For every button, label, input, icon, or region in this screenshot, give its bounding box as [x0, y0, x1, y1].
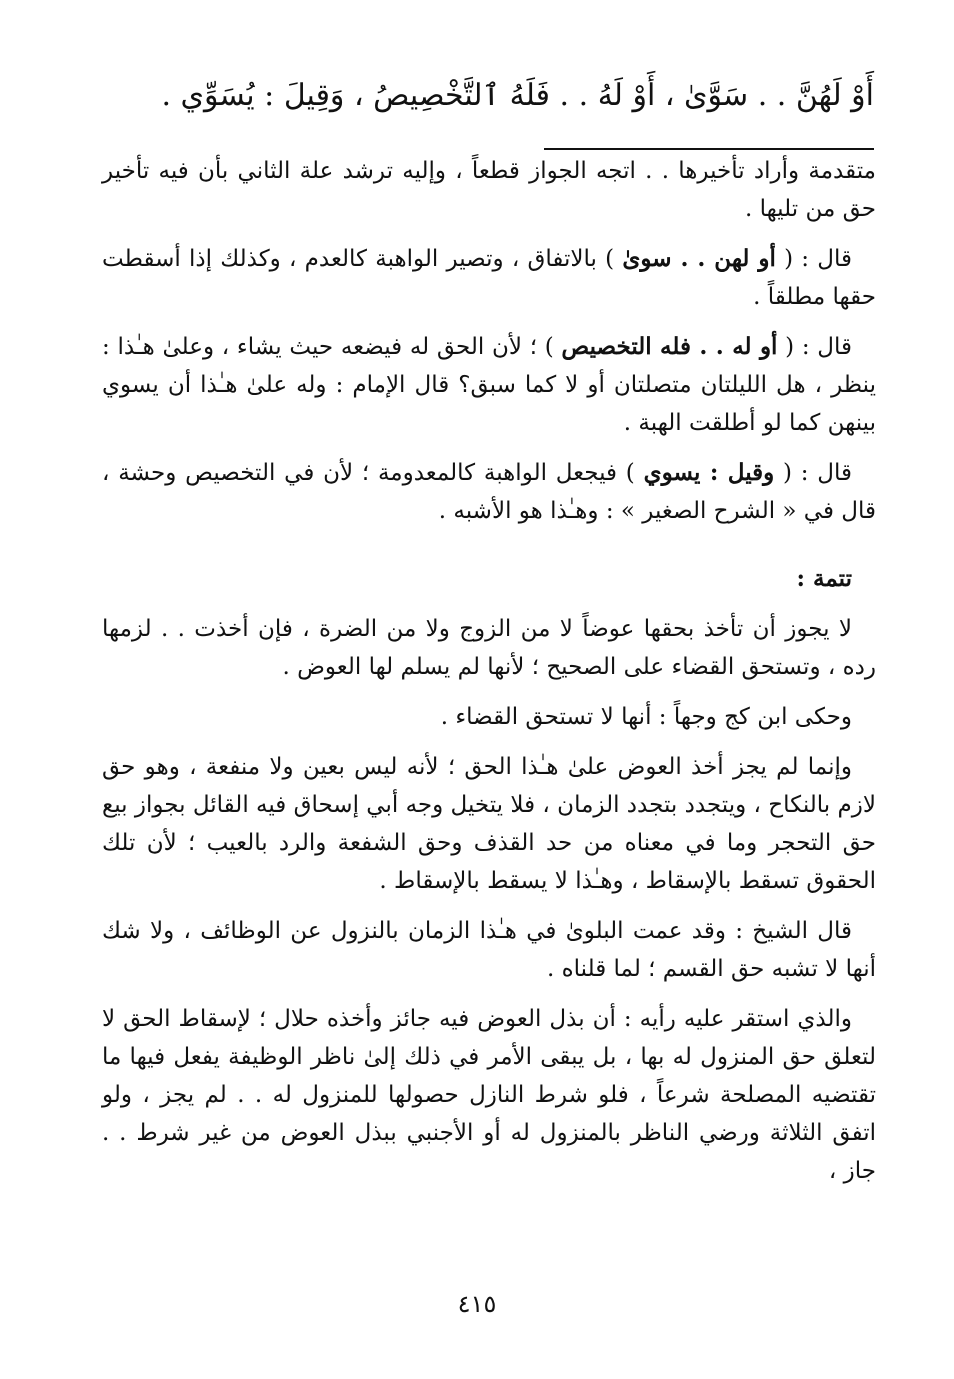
- quote-bold-text: أو لهن . . سوىٰ: [622, 245, 776, 272]
- supplement-paragraph: قال الشيخ : وقد عمت البلوىٰ في هـٰذا الزمان بالنزول عن الوظائف ، ولا شك أنها لا تشبه حق القسم ؛ لما قلناه .: [102, 918, 876, 982]
- paragraph-continuation: متقدمة وأراد تأخيرها . . اتجه الجواز قطعاً ، وإليه ترشد علة الثاني بأن فيه تأخير حق من تليها .: [102, 158, 876, 222]
- quote-tail: ) فيجعل الواهبة كالمعدومة ؛ لأن في التخصيص وحشة ، قال في « الشرح الصغير » : وهـٰذا هو الأشبه .: [102, 460, 876, 524]
- paragraph-quote-3: [102, 454, 876, 530]
- supplement-paragraph: لا يجوز أن تأخذ بحقها عوضاً لا من الزوج ولا من الضرة ، فإن أخذت . . لزمها رده ، وتستحق القضاء على الصحيح ؛ لأنها لم يسلم لها العوض .: [102, 616, 876, 680]
- supplement-paragraph: وإنما لم يجز أخذ العوض علىٰ هـٰذا الحق ؛ لأنه ليس بعين ولا منفعة ، وهو حق لازم بالنكاح ، ويتجدد بتجدد الزمان ، فلا يتخيل وجه أبي إسحاق فيه القائل بجواز بيع حق التحجر وما في معناه من حد القذف وحق الشفعة والرد بالعيب ؛ لأن تلك الحقوق تسقط بالإسقاط ، وهـٰذا لا يسقط بالإسقاط .: [102, 754, 876, 894]
- supplement-paragraph: والذي استقر عليه رأيه : أن بذل العوض فيه جائز وأخذه حلال ؛ لإسقاط الحق لا لتعلق حق المنزول له بها ، بل يبقى الأمر في ذلك إلىٰ ناظر الوظيفة يفعل فيها ما تقتضيه المصلحة شرعاً ، فلو شرط النازل حصولها للمنزول له . . لم يجز ، ولو اتفق الثلاثة ورضي الناظر بالمنزول له أو الأجنبي ببذل العوض من غير شرط . . جاز ،: [102, 1006, 876, 1184]
- footnote-separator-rule: [544, 148, 874, 150]
- matn-verse-line: أَوْ لَهُنَّ . . سَوَّىٰ ، أَوْ لَهُ . . فَلَهُ ٱلتَّخْصِيصُ ، وَقِيلَ : يُسَوِّي .: [161, 78, 874, 113]
- quote-lead: قال : (: [775, 246, 852, 272]
- quote-tail: ) بالاتفاق ، وتصير الواهبة كالعدم ، وكذلك إذا أسقطت حقها مطلقاً .: [102, 246, 876, 310]
- paragraph-quote-2: [102, 328, 876, 442]
- quote-lead: قال : (: [777, 334, 852, 360]
- quote-lead: قال : (: [774, 460, 852, 486]
- quote-tail: ) ؛ لأن الحق له فيضعه حيث يشاء ، وعلىٰ هـٰذا : ينظر ، هل الليلتان متصلتان أو لا كما سبق؟ قال الإمام : وله علىٰ هـٰذا أن يسوي بينهن كما لو أطلقت الهبة .: [102, 334, 876, 436]
- commentary-text: [102, 152, 876, 1202]
- quote-bold-text: أو له . . فله التخصيص: [561, 333, 778, 360]
- supplement-heading: تتمة :: [796, 565, 852, 592]
- supplement-paragraph: وحكى ابن كج وجهاً : أنها لا تستحق القضاء .: [440, 704, 852, 730]
- quote-bold-text: وقيل : يسوي: [643, 459, 775, 486]
- paragraph-quote-1: [102, 240, 876, 316]
- page-number: ٤١٥: [457, 1290, 497, 1318]
